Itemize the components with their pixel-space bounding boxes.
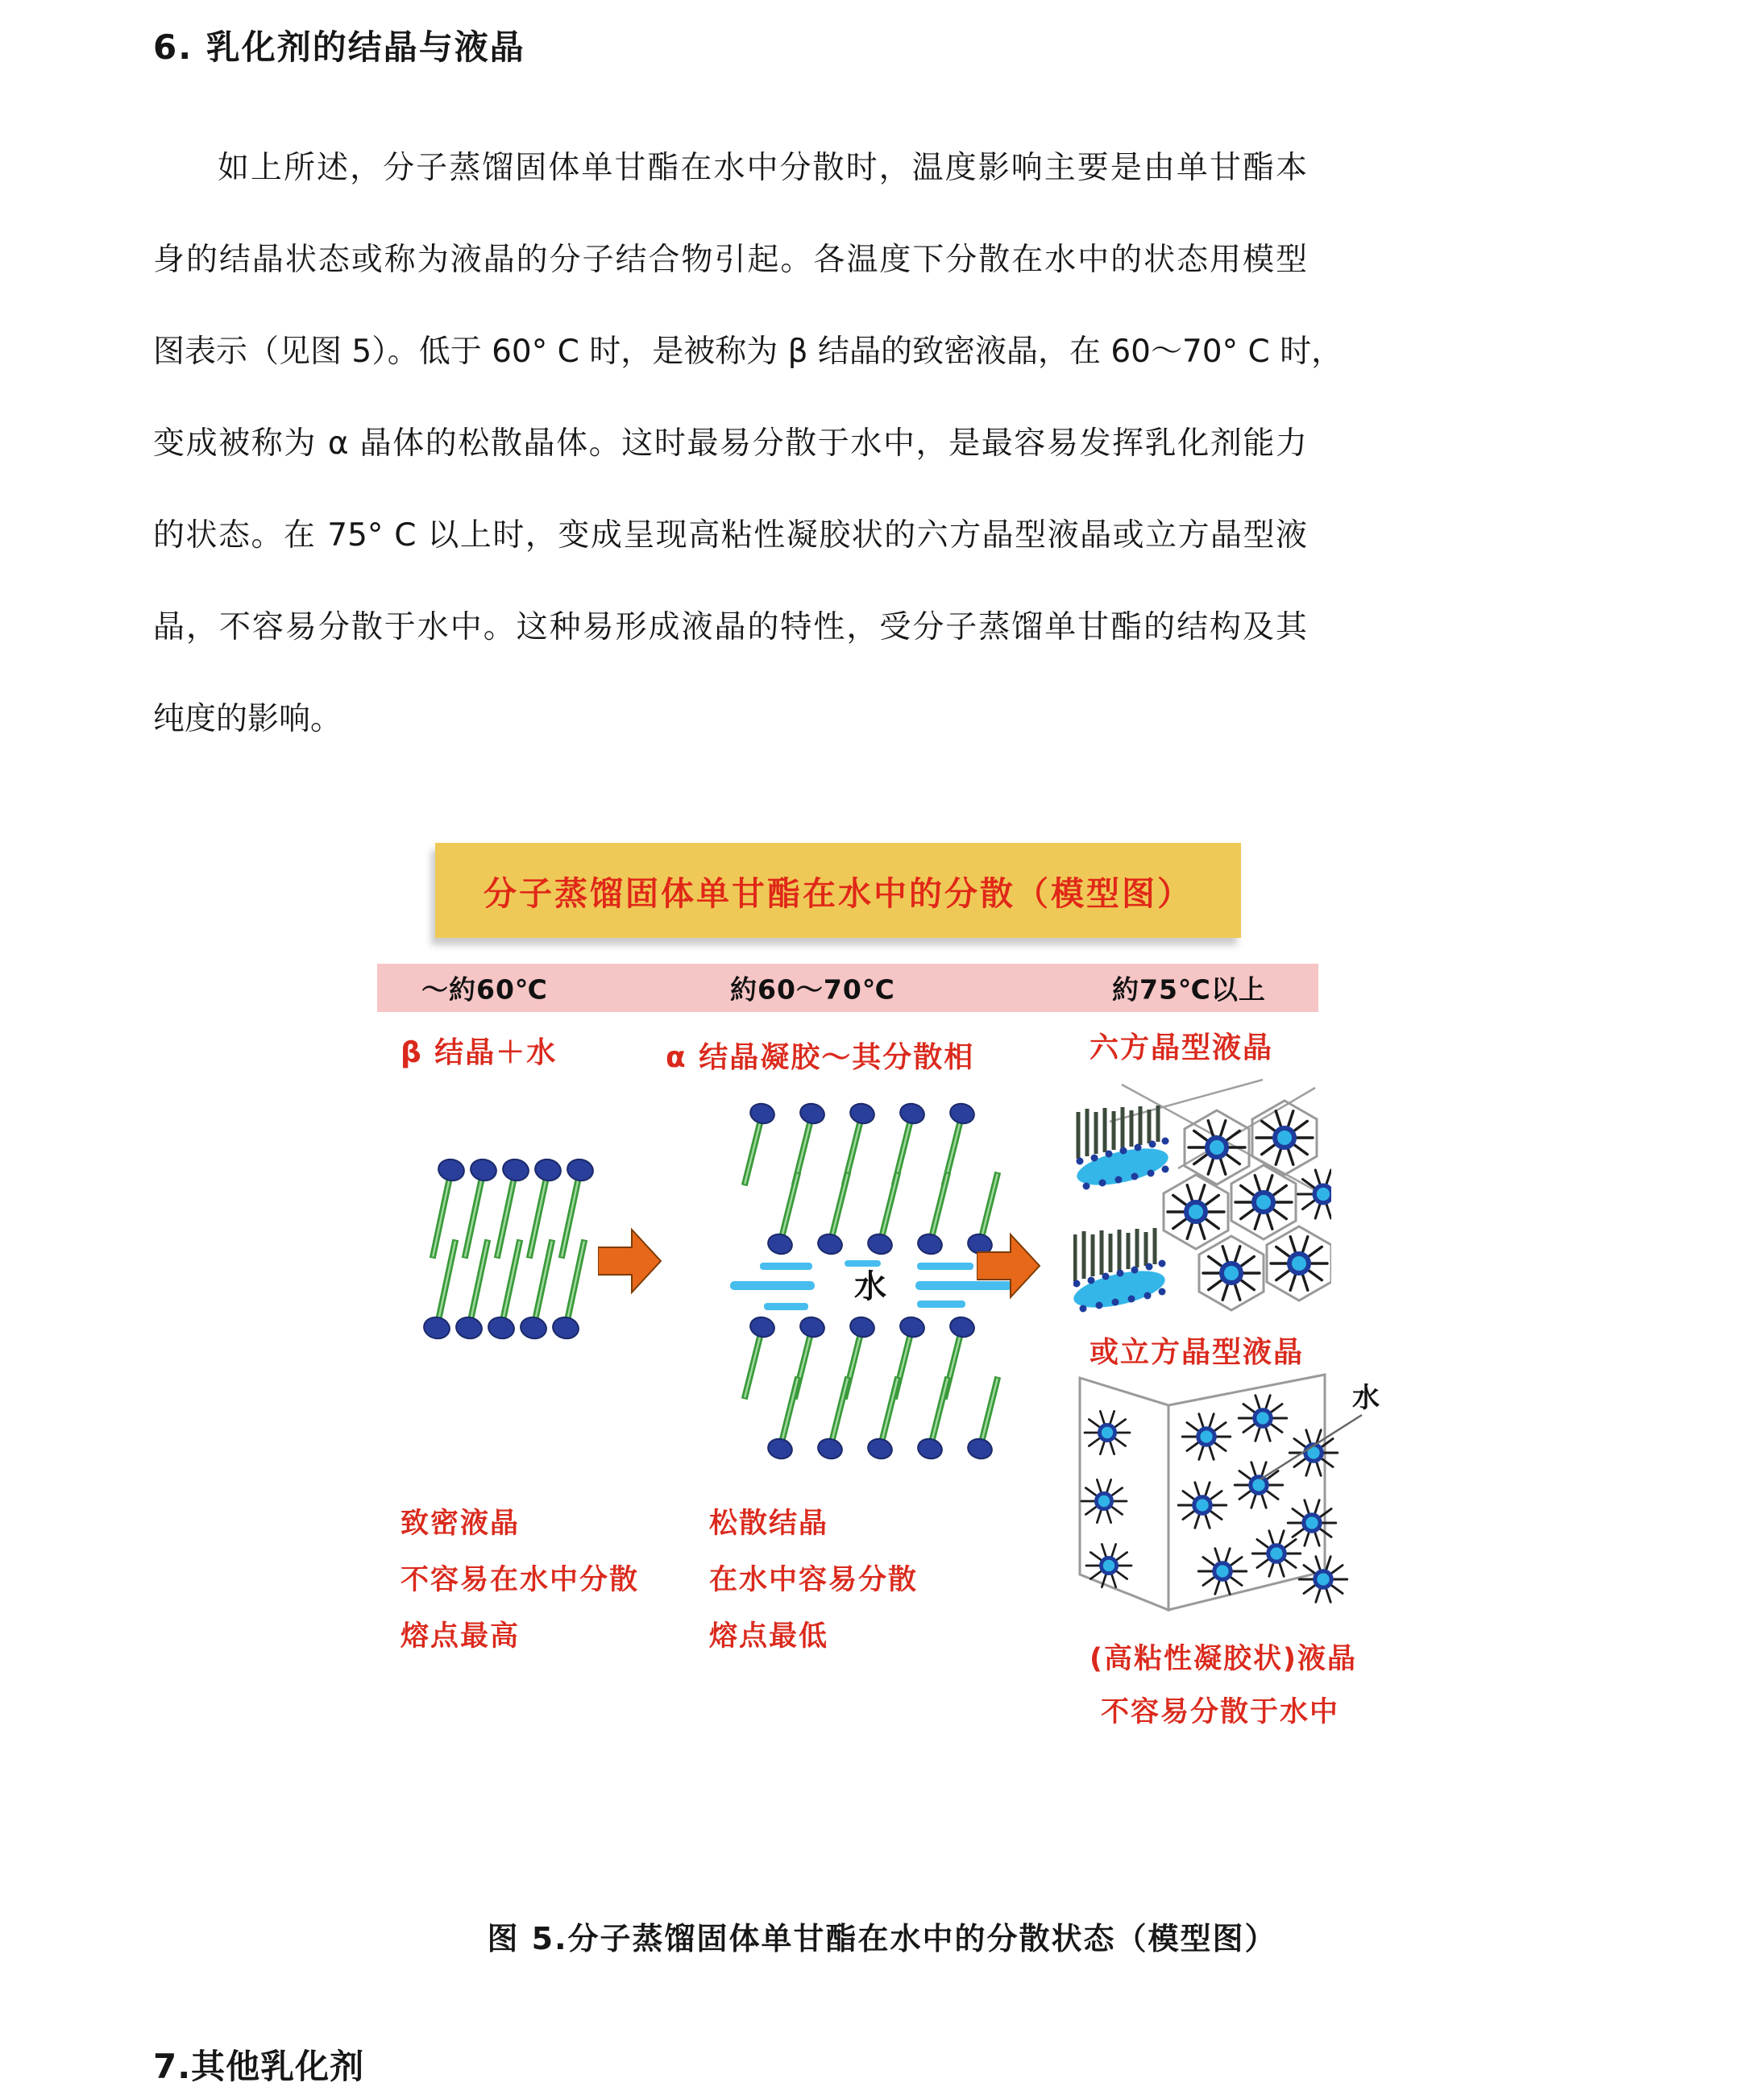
note-line: 松散结晶 [709,1508,829,1540]
paragraph-line: 身的结晶状态或称为液晶的分子结合物引起。各温度下分散在水中的状态用模型 [153,242,1307,278]
section-6-heading: 6. 乳化剂的结晶与液晶 [153,27,525,67]
note-line: 熔点最低 [709,1620,829,1653]
paragraph-line: 图表示（见图 5）。低于 60° C 时，是被称为 β 结晶的致密液晶，在 60～70° C 时， [153,334,1343,370]
temperature-label-low: ～約60℃ [421,973,548,1006]
figure-title-text: 分子蒸馏固体单甘酯在水中的分散（模型图） [484,873,1193,913]
paragraph-line: 的状态。在 75° C 以上时，变成呈现高粘性凝胶状的六方晶型液晶或立方晶型液 [153,517,1307,554]
paragraph-line: 纯度的影响。 [153,701,342,737]
note-line: 熔点最高 [401,1620,521,1653]
water-pointer-line [1260,1415,1362,1479]
body-paragraph [153,122,1343,765]
water-label: 水 [854,1268,886,1305]
paragraph-line: 如上所述，分子蒸馏固体单甘酯在水中分散时，温度影响主要是由单甘酯本 [218,150,1307,186]
water-annotation: 水 [1352,1382,1380,1414]
phase-label-hexagonal: 六方晶型液晶 [1090,1031,1274,1064]
note-line: 不容易分散于水中 [1101,1696,1340,1728]
note-line: (高粘性凝胶状)液晶 [1090,1643,1357,1675]
notes-liquid-crystal [1090,1632,1357,1739]
section-7-heading: 7.其他乳化剂 [153,2047,365,2086]
note-line: 在水中容易分散 [709,1564,919,1596]
note-line: 致密液晶 [401,1508,521,1540]
phase-label-alpha: α 结晶凝胶～其分散相 [666,1041,975,1074]
paragraph-line: 晶，不容易分散于水中。这种易形成液晶的特性，受分子蒸馏单甘酯的结构及其 [153,609,1307,645]
figure-caption: 图 5.分子蒸馏固体单甘酯在水中的分散状态（模型图） [487,1921,1277,1956]
temperature-label-mid: 約60～70℃ [730,973,895,1006]
temperature-label-high: 約75℃以上 [1112,973,1266,1006]
figure-title-banner [435,843,1241,938]
paragraph-line: 变成被称为 α 晶体的松散晶体。这时最易分散于水中，是最容易发挥乳化剂能力 [153,425,1307,462]
right-arrow-icon [977,1228,1041,1305]
phase-label-cubic: 或立方晶型液晶 [1090,1336,1305,1369]
phase-label-beta: β 结晶＋水 [401,1036,558,1069]
notes-alpha [709,1496,918,1665]
temperature-bar [377,964,1318,1012]
notes-beta [401,1496,639,1665]
cubic-crystal-diagram [1057,1368,1388,1622]
note-line: 不容易在水中分散 [401,1564,640,1596]
hexagonal-crystal-diagram [1073,1073,1331,1325]
right-arrow-icon [598,1223,662,1300]
